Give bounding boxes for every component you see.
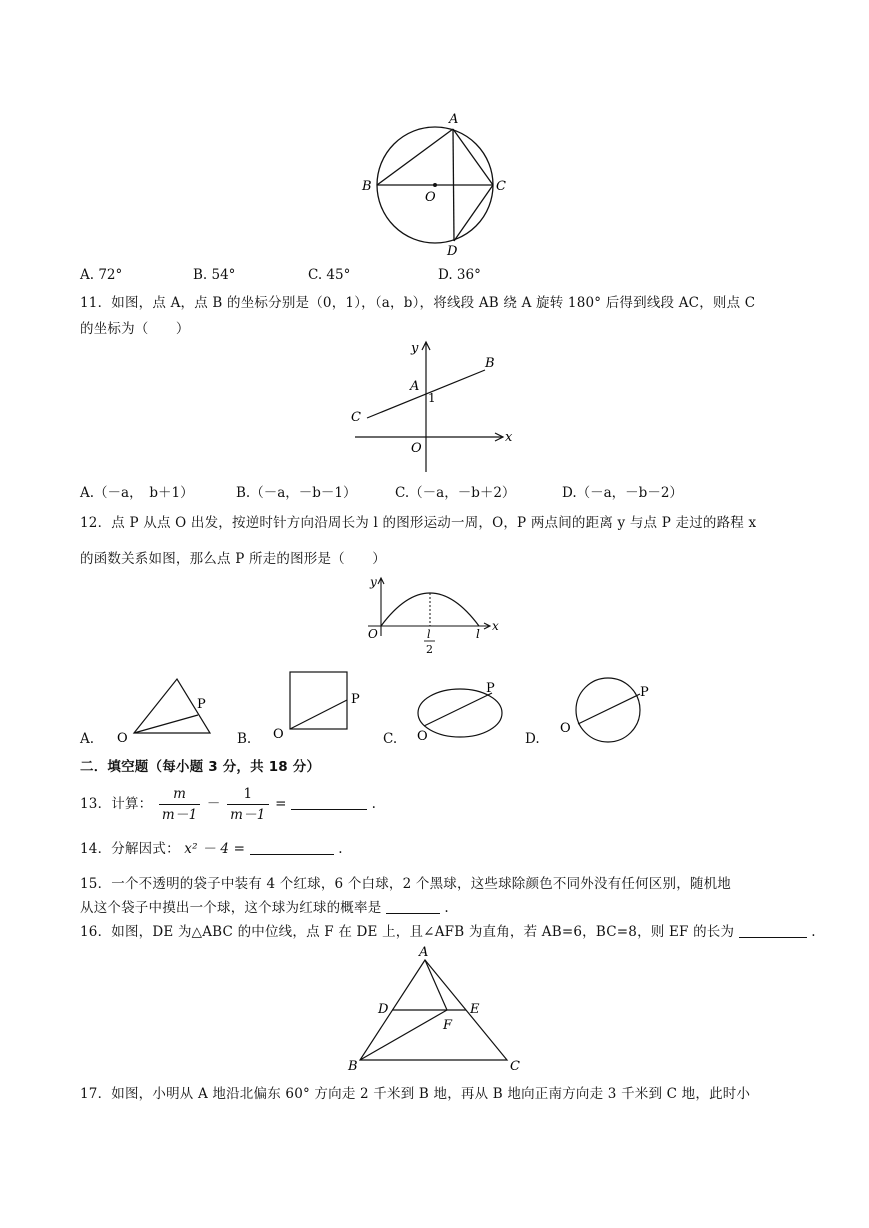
q10-circle-figure — [355, 108, 515, 266]
label-a: A — [449, 112, 459, 127]
q12-text-line1: 12．点 P 从点 O 出发，按逆时针方向沿周长为 l 的图形运动一周，O，P 两点间的距离 y 与点 P 走过的路程 x — [80, 515, 757, 531]
label-x: x — [492, 619, 499, 633]
label-y: y — [411, 341, 419, 356]
label-o: O — [368, 627, 378, 641]
label-c: C — [496, 179, 506, 194]
label-c: C — [351, 410, 361, 425]
label-b: B — [485, 356, 495, 371]
label-half-den: 2 — [426, 643, 433, 656]
q12-function-graph — [360, 572, 510, 662]
label-one: 1 — [428, 391, 436, 405]
q15-end: . — [444, 900, 449, 916]
q16-end: . — [811, 924, 816, 940]
segment-af — [425, 960, 447, 1010]
q11-option-d: D.（－a，－b－2） — [562, 485, 683, 501]
segment-bf — [360, 1010, 447, 1060]
segment-ac — [453, 129, 493, 185]
q16-text: 16．如图，DE 为△ABC 的中位线，点 F 在 DE 上，且∠AFB 为直角，若 AB=6，BC=8，则 EF 的长为 — [80, 924, 735, 940]
q15-line2 — [80, 899, 449, 917]
q10-option-c: C. 45° — [308, 267, 351, 283]
q12-option-c-ellipse — [410, 678, 520, 750]
q12-option-d-label: D. — [525, 731, 540, 747]
q12-text-line2: 的函数关系如图，那么点 P 所走的图形是（ ） — [80, 551, 386, 567]
q12-option-d-circle — [556, 672, 666, 750]
q17-text: 17．如图，小明从 A 地沿北偏东 60° 方向走 2 千米到 B 地，再从 B 地向正南方向走 3 千米到 C 地，此时小 — [80, 1086, 751, 1102]
q13-line — [80, 782, 376, 826]
q11-option-a: A.（－a， b＋1） — [80, 485, 194, 501]
label-half-num: l — [427, 628, 431, 641]
q14-answer-blank[interactable] — [250, 840, 334, 855]
label-b: B — [348, 1059, 358, 1074]
center-dot — [433, 183, 437, 187]
q13-numerator-2: 1 — [227, 784, 269, 805]
q16-line — [80, 923, 816, 941]
label-o: O — [273, 727, 284, 742]
square-shape — [290, 672, 347, 729]
q12-option-b-square — [268, 665, 368, 750]
label-o: O — [417, 729, 428, 744]
q14-line — [80, 840, 343, 858]
q14-expression: x² － 4 = — [184, 841, 246, 857]
q10-option-d: D. 36° — [438, 267, 481, 283]
q11-option-c: C.（－a，－b＋2） — [395, 485, 516, 501]
segment-ad — [453, 129, 454, 241]
q13-minus: － — [206, 796, 221, 812]
q13-denominator-1: m－1 — [161, 807, 198, 823]
segment-ab — [377, 129, 453, 185]
q13-numerator-1: m — [159, 784, 201, 805]
segment-op — [290, 700, 347, 729]
ellipse-shape — [418, 689, 502, 737]
label-y: y — [370, 575, 377, 589]
q11-text-line2: 的坐标为（ ） — [80, 321, 190, 337]
label-d: D — [378, 1002, 389, 1017]
label-d: D — [447, 244, 458, 259]
q15-text-line1: 15．一个不透明的袋子中装有 4 个红球，6 个白球，2 个黑球，这些球除颜色不同外没有任何区别，随机地 — [80, 876, 732, 892]
label-b: B — [362, 179, 372, 194]
label-o: O — [425, 190, 436, 205]
label-e: E — [470, 1002, 480, 1017]
label-o: O — [560, 721, 571, 736]
label-o: O — [117, 731, 128, 746]
segment-op — [424, 693, 492, 726]
q16-answer-blank[interactable] — [739, 923, 807, 938]
q13-prefix: 13．计算： — [80, 796, 153, 812]
label-o: O — [411, 441, 422, 456]
q13-denominator-2: m－1 — [230, 807, 266, 823]
segment-op — [578, 694, 640, 724]
label-c: C — [510, 1059, 520, 1074]
segment-cd — [454, 185, 493, 241]
q14-end: . — [338, 841, 343, 857]
label-a: A — [419, 946, 429, 960]
q12-option-a-triangle — [112, 665, 222, 750]
q16-triangle-figure — [342, 946, 532, 1076]
q13-end: . — [371, 796, 377, 812]
q12-option-a-label: A. — [80, 731, 95, 747]
q11-option-b: B.（－a，－b－1） — [236, 485, 357, 501]
label-p: P — [197, 697, 206, 712]
label-p: P — [351, 692, 360, 707]
q15-text-line2: 从这个袋子中摸出一个球，这个球为红球的概率是 — [80, 900, 382, 916]
q13-equals: = — [275, 796, 287, 812]
q14-prefix: 14．分解因式： — [80, 841, 180, 857]
label-p: P — [640, 685, 649, 700]
q13-fraction-2 — [227, 784, 269, 825]
segment-op — [134, 715, 198, 733]
section-heading: 二．填空题（每小题 3 分，共 18 分） — [80, 759, 321, 775]
q12-option-c-label: C. — [383, 731, 398, 747]
q11-coordinate-figure — [345, 338, 525, 474]
q11-text-line1: 11．如图，点 A，点 B 的坐标分别是（0，1），（a，b），将线段 AB 绕 A 旋转 180° 后得到线段 AC，则点 C — [80, 295, 756, 311]
q10-option-a: A. 72° — [80, 267, 123, 283]
q15-answer-blank[interactable] — [386, 899, 440, 914]
label-a: A — [410, 379, 420, 394]
label-x: x — [505, 430, 513, 445]
q12-option-b-label: B. — [237, 731, 252, 747]
q13-fraction-1 — [159, 784, 201, 825]
label-p: P — [486, 681, 495, 696]
label-l: l — [476, 627, 480, 641]
label-f: F — [443, 1018, 453, 1033]
q13-answer-blank[interactable] — [291, 795, 367, 810]
q10-option-b: B. 54° — [193, 267, 236, 283]
